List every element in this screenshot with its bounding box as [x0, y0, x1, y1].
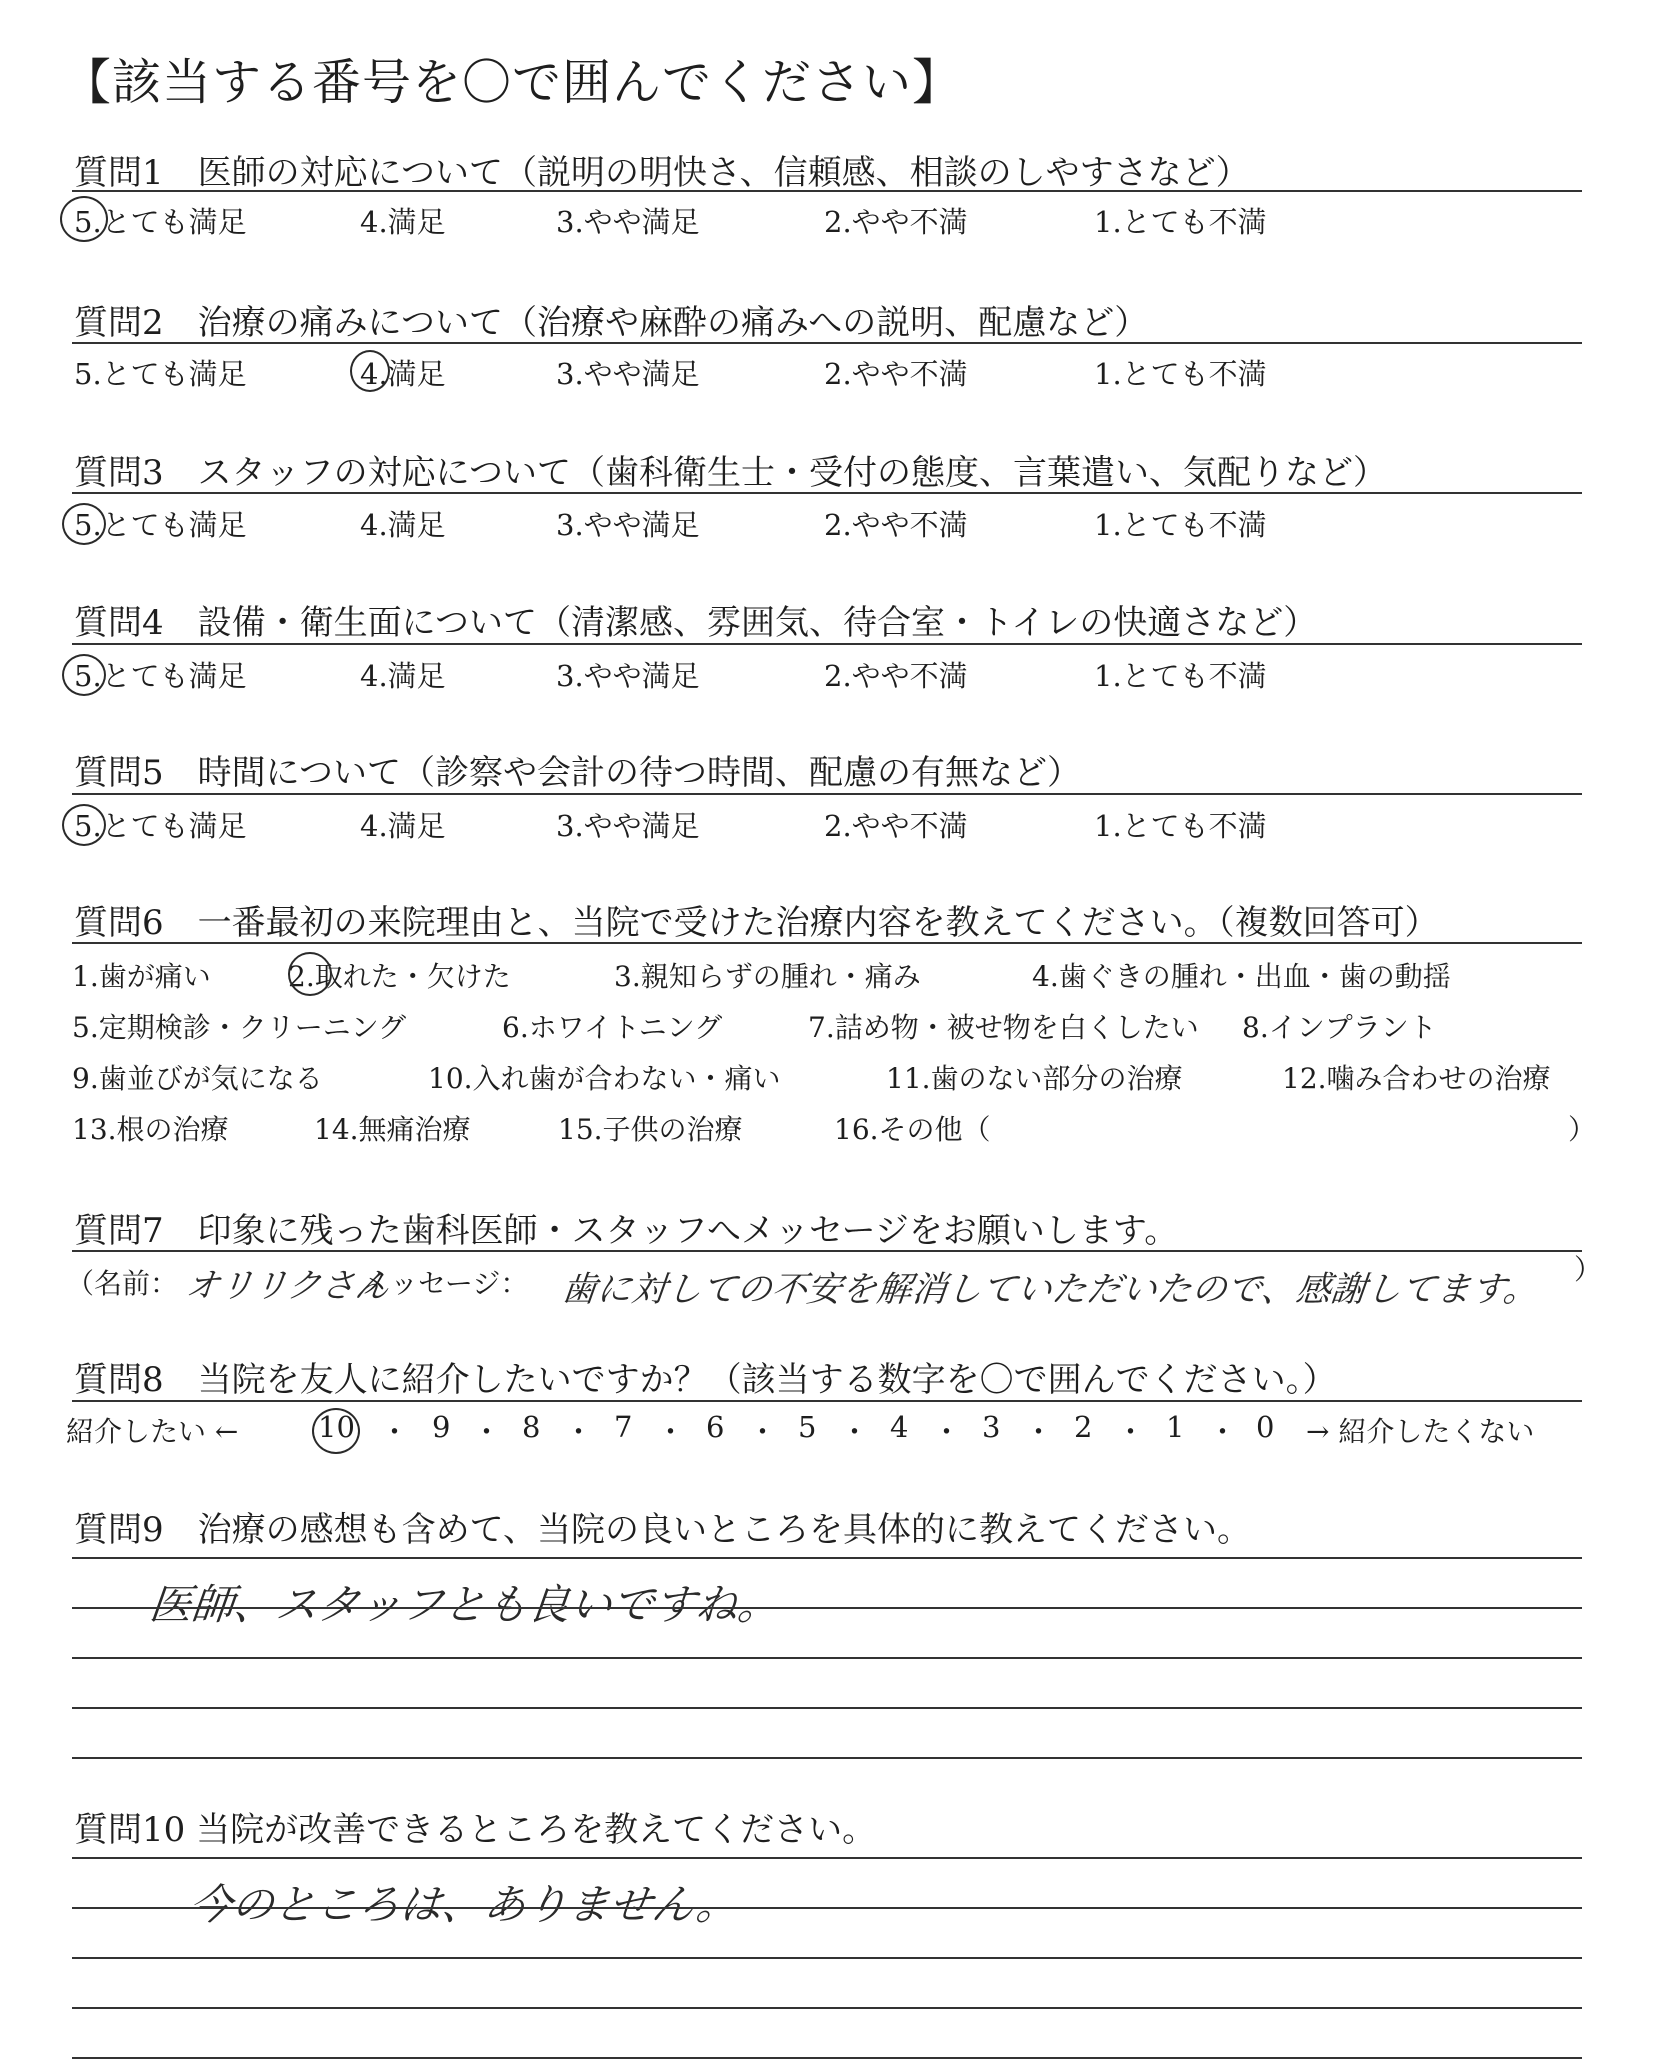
q10-line-1 [72, 1857, 1582, 1859]
q7-rule [72, 1250, 1582, 1252]
q9-answer[interactable]: 医師、スタッフとも良いですね。 [147, 1580, 783, 1629]
q7-close-paren: ） [1574, 1253, 1603, 1286]
q8-selection-circle [312, 1408, 360, 1454]
q6-option-2[interactable]: 2.取れた・欠けた [288, 960, 511, 993]
q8-scale-4[interactable]: 4 [890, 1410, 909, 1444]
q10-title: 質問10 当院が改善できるところを教えてください。 [74, 1810, 877, 1850]
q5-selection-circle [62, 804, 106, 846]
q1-rule [72, 190, 1582, 192]
q8-scale-5[interactable]: 5 [798, 1410, 817, 1444]
q8-scale-dot: ・ [472, 1415, 502, 1449]
q4-option-3[interactable]: 3.やや満足 [556, 659, 700, 693]
q9-line-5 [72, 1757, 1582, 1759]
q3-option-4[interactable]: 4.満足 [360, 508, 446, 542]
q2-option-4[interactable]: 4.満足 [360, 357, 446, 391]
q5-option-1[interactable]: 1.とても不満 [1094, 809, 1267, 843]
q2-rule [72, 342, 1582, 344]
q8-scale-dot: ・ [656, 1415, 686, 1449]
q3-option-3[interactable]: 3.やや満足 [556, 508, 700, 542]
q5-option-2[interactable]: 2.やや不満 [824, 809, 968, 843]
q2-option-3[interactable]: 3.やや満足 [556, 357, 700, 391]
q3-selection-circle [62, 503, 106, 545]
page-title: 【該当する番号を〇で囲んでください】 [62, 54, 963, 111]
q1-option-5[interactable]: 5.とても満足 [74, 205, 247, 239]
q3-option-2[interactable]: 2.やや不満 [824, 508, 968, 542]
q5-option-4[interactable]: 4.満足 [360, 809, 446, 843]
q8-scale-1[interactable]: 1 [1166, 1410, 1185, 1444]
q8-scale-dot: ・ [840, 1415, 870, 1449]
q1-selection-circle [60, 196, 108, 242]
q10-answer[interactable]: 今のところは、ありません。 [187, 1880, 741, 1929]
q9-line-1 [72, 1557, 1582, 1559]
q1-option-2[interactable]: 2.やや不満 [824, 205, 968, 239]
q3-title: 質問3 スタッフの対応について（歯科衛生士・受付の態度、言葉遣い、気配りなど） [74, 453, 1387, 493]
q1-title: 質問1 医師の対応について（説明の明快さ、信頼感、相談のしやすさなど） [74, 153, 1250, 193]
q2-option-1[interactable]: 1.とても不満 [1094, 357, 1267, 391]
q8-scale-dot: ・ [380, 1415, 410, 1449]
q6-option-3[interactable]: 3.親知らずの腫れ・痛み [614, 960, 921, 993]
q5-option-5[interactable]: 5.とても満足 [74, 809, 247, 843]
q6-option-4[interactable]: 4.歯ぐきの腫れ・出血・歯の動揺 [1032, 960, 1451, 993]
q8-scale-dot: ・ [564, 1415, 594, 1449]
q3-option-5[interactable]: 5.とても満足 [74, 508, 247, 542]
q2-option-2[interactable]: 2.やや不満 [824, 357, 968, 391]
q6-option-13[interactable]: 13.根の治療 [72, 1113, 229, 1146]
q7-message-label: メッセージ： [362, 1267, 529, 1300]
q8-left-label: 紹介したい ← [66, 1415, 239, 1448]
q5-rule [72, 793, 1582, 795]
q1-option-3[interactable]: 3.やや満足 [556, 205, 700, 239]
q6-option-15[interactable]: 15.子供の治療 [558, 1113, 743, 1146]
q10-line-2 [72, 1907, 1582, 1909]
q7-message-value[interactable]: 歯に対しての不安を解消していただいたので、感謝してます。 [559, 1270, 1541, 1310]
q4-option-1[interactable]: 1.とても不満 [1094, 659, 1267, 693]
q6-option-9[interactable]: 9.歯並びが気になる [72, 1062, 323, 1095]
q8-rule [72, 1400, 1582, 1402]
q2-option-5[interactable]: 5.とても満足 [74, 357, 247, 391]
q6-option-1[interactable]: 1.歯が痛い [72, 960, 211, 993]
q9-line-3 [72, 1657, 1582, 1659]
q9-line-2 [72, 1607, 1582, 1609]
q4-option-5[interactable]: 5.とても満足 [74, 659, 247, 693]
q8-scale-6[interactable]: 6 [706, 1410, 725, 1444]
q9-line-4 [72, 1707, 1582, 1709]
q1-option-1[interactable]: 1.とても不満 [1094, 205, 1267, 239]
q10-line-3 [72, 1957, 1582, 1959]
q6-option-7[interactable]: 7.詰め物・被せ物を白くしたい [808, 1011, 1199, 1044]
q4-title: 質問4 設備・衛生面について（清潔感、雰囲気、待合室・トイレの快適さなど） [74, 603, 1318, 643]
q3-rule [72, 492, 1582, 494]
q5-title: 質問5 時間について（診察や会計の待つ時間、配慮の有無など） [74, 753, 1081, 793]
q8-scale-dot: ・ [748, 1415, 778, 1449]
q4-option-4[interactable]: 4.満足 [360, 659, 446, 693]
q7-name-label: （名前： [66, 1267, 179, 1300]
q8-title: 質問8 当院を友人に紹介したいですか？（該当する数字を〇で囲んでください。） [74, 1360, 1337, 1400]
q5-option-3[interactable]: 3.やや満足 [556, 809, 700, 843]
q4-rule [72, 643, 1582, 645]
q1-option-4[interactable]: 4.満足 [360, 205, 446, 239]
q6-other-close-paren: ） [1568, 1113, 1597, 1146]
q6-title: 質問6 一番最初の来院理由と、当院で受けた治療内容を教えてください。（複数回答可） [74, 903, 1439, 943]
q4-option-2[interactable]: 2.やや不満 [824, 659, 968, 693]
q9-title: 質問9 治療の感想も含めて、当院の良いところを具体的に教えてください。 [74, 1510, 1251, 1550]
q6-selection-circle [288, 952, 332, 996]
q6-rule [72, 942, 1582, 944]
q8-scale-7[interactable]: 7 [614, 1410, 633, 1444]
q8-scale-dot: ・ [1208, 1415, 1238, 1449]
q8-scale-dot: ・ [932, 1415, 962, 1449]
q6-option-16[interactable]: 16.その他（ [834, 1113, 991, 1146]
q8-scale-8[interactable]: 8 [522, 1410, 541, 1444]
q8-scale-2[interactable]: 2 [1074, 1410, 1093, 1444]
q6-option-14[interactable]: 14.無痛治療 [314, 1113, 471, 1146]
q6-option-8[interactable]: 8.インプラント [1242, 1011, 1437, 1044]
q7-name-value[interactable]: オリリクさん [183, 1266, 392, 1306]
q8-scale-dot: ・ [1024, 1415, 1054, 1449]
q10-line-4 [72, 2007, 1582, 2009]
q2-title: 質問2 治療の痛みについて（治療や麻酔の痛みへの説明、配慮など） [74, 303, 1149, 343]
q3-option-1[interactable]: 1.とても不満 [1094, 508, 1267, 542]
q8-scale-9[interactable]: 9 [432, 1410, 451, 1444]
q6-option-12[interactable]: 12.噛み合わせの治療 [1282, 1062, 1551, 1095]
q10-line-5 [72, 2057, 1582, 2059]
q8-right-label: → 紹介したくない [1306, 1415, 1535, 1448]
q2-selection-circle [350, 350, 390, 392]
q8-scale-10[interactable]: 10 [318, 1410, 355, 1444]
q6-option-10[interactable]: 10.入れ歯が合わない・痛い [428, 1062, 781, 1095]
q4-selection-circle [62, 654, 106, 696]
q8-scale-dot: ・ [1116, 1415, 1146, 1449]
q8-scale-0[interactable]: 0 [1256, 1410, 1275, 1444]
q8-scale-3[interactable]: 3 [982, 1410, 1001, 1444]
q6-option-11[interactable]: 11.歯のない部分の治療 [886, 1062, 1183, 1095]
q6-option-6[interactable]: 6.ホワイトニング [502, 1011, 723, 1044]
q6-option-5[interactable]: 5.定期検診・クリーニング [72, 1011, 407, 1044]
q7-title: 質問7 印象に残った歯科医師・スタッフへメッセージをお願いします。 [74, 1211, 1179, 1251]
